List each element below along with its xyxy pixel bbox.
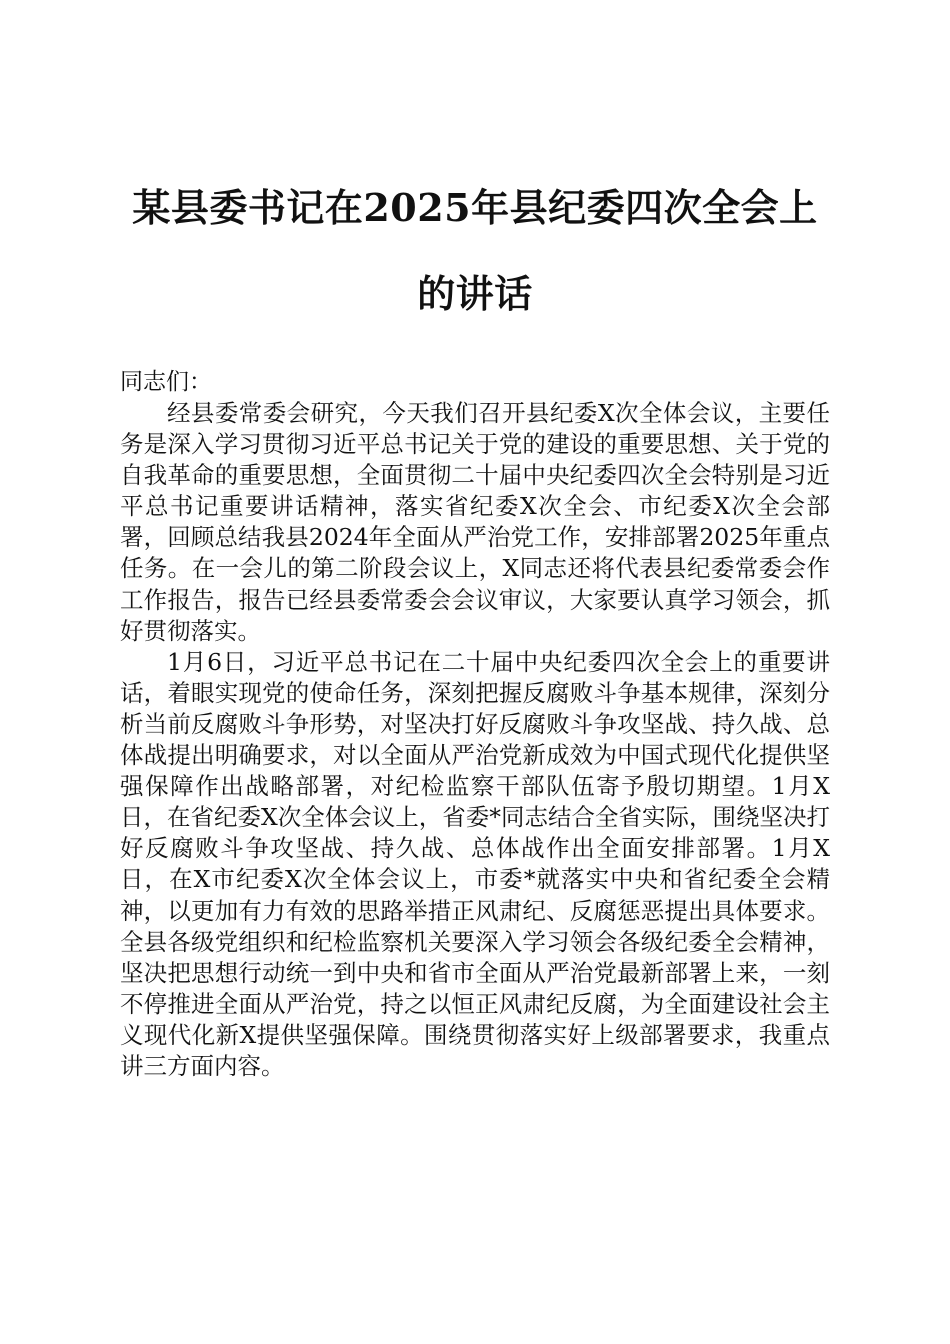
document-body	[120, 398, 830, 1082]
body-paragraph: 经县委常委会研究，今天我们召开县纪委X次全体会议，主要任务是深入学习贯彻习近平总书记关于党的建设的重要思想、关于党的自我革命的重要思想，全面贯彻二十届中央纪委四次全会特别是习近平总书记重要讲话精神，落实省纪委X次全会、市纪委X次全会部署，回顾总结我县2024年全面从严治党工作，安排部署2025年重点任务。在一会儿的第二阶段会议上，X同志还将代表县纪委常委会作工作报告，报告已经县委常委会会议审议，大家要认真学习领会，抓好贯彻落实。	[120, 399, 830, 645]
body-paragraph: 1月6日，习近平总书记在二十届中央纪委四次全会上的重要讲话，着眼实现党的使命任务，深刻把握反腐败斗争基本规律，深刻分析当前反腐败斗争形势，对坚决打好反腐败斗争攻坚战、持久战、总体战提出明确要求，对以全面从严治党新成效为中国式现代化提供坚强保障作出战略部署，对纪检监察干部队伍寄予殷切期望。1月X日，在省纪委X次全体会议上，省委*同志结合全省实际，围绕坚决打好反腐败斗争攻坚战、持久战、总体战作出全面安排部署。1月X日，在X市纪委X次全体会议上，市委*就落实中央和省纪委全会精神，以更加有力有效的思路举措正风肃纪、反腐惩恶提出具体要求。全县各级党组织和纪检监察机关要深入学习领会各级纪委全会精神，坚决把思想行动统一到中央和省市全面从严治党最新部署上来，一刻不停推进全面从严治党，持之以恒正风肃纪反腐，为全面建设社会主义现代化新X提供坚强保障。围绕贯彻落实好上级部署要求，我重点讲三方面内容。	[120, 647, 830, 1080]
salutation: 同志们：	[120, 369, 212, 395]
document-title: 某县委书记在2025年县纪委四次全会上的讲话	[132, 185, 818, 316]
